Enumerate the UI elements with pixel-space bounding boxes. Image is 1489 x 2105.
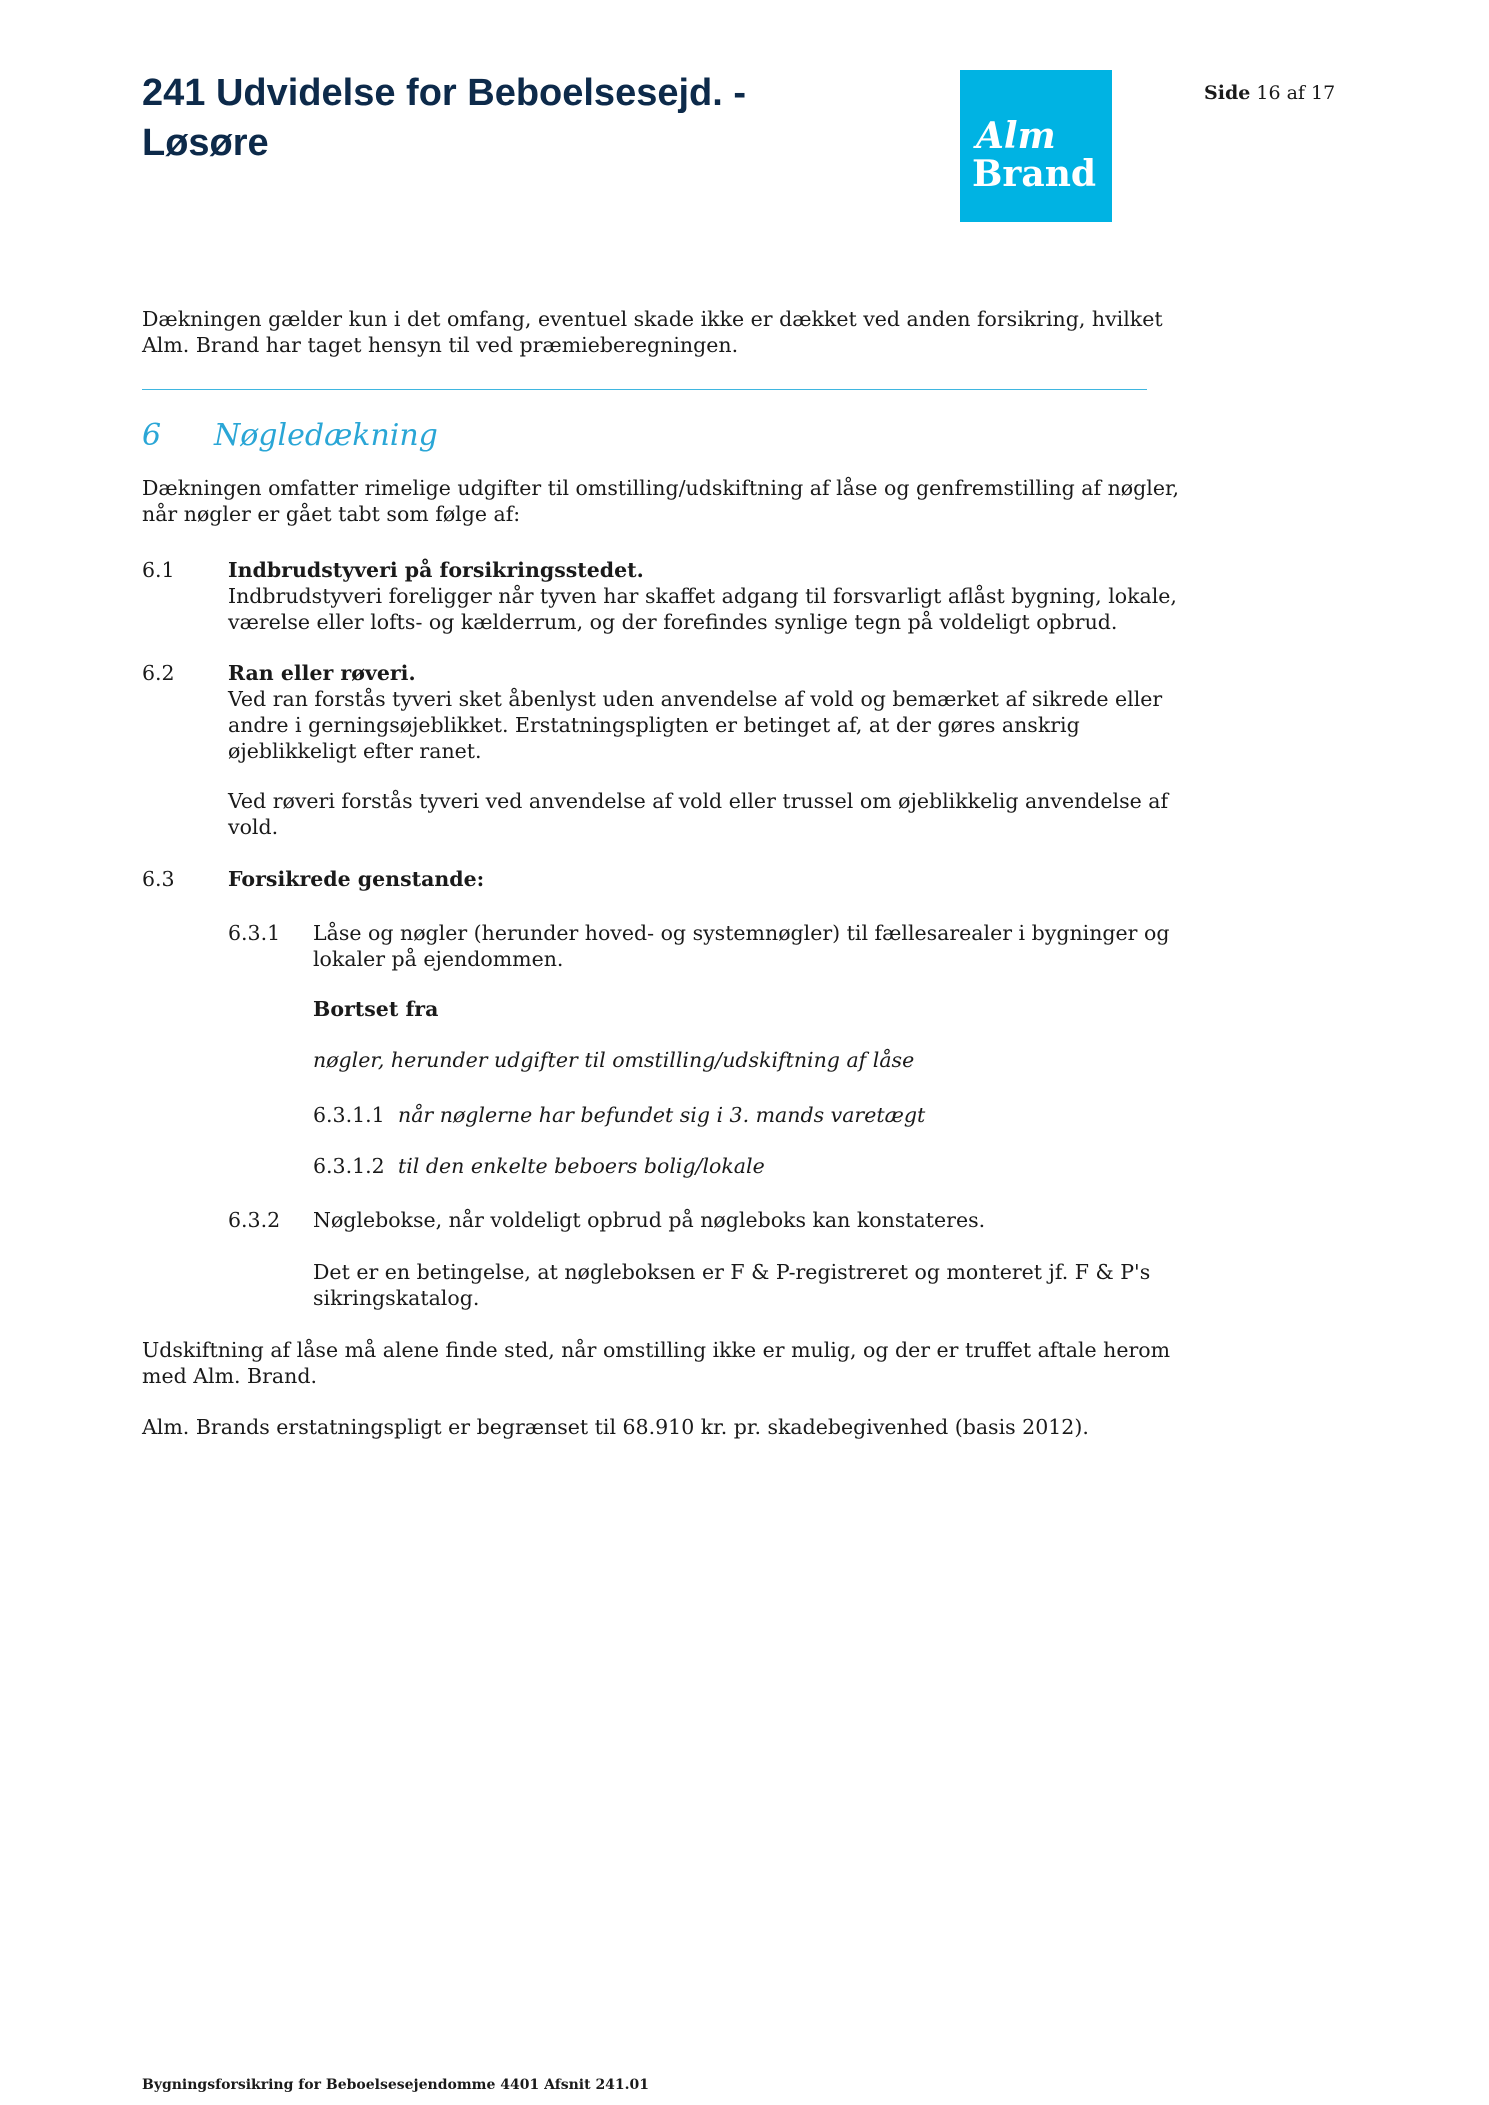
item-6-1-line-2: værelse eller lofts- og kælderrum, og der forefindes synlige tegn på voldeligt opbrud. xyxy=(228,610,1118,634)
item-6-3-1 xyxy=(313,920,1169,972)
alm-brand-logo xyxy=(960,70,1112,222)
item-6-3-1-line-2: lokaler på ejendommen. xyxy=(313,947,564,971)
logo-line-1: Alm xyxy=(976,115,1056,157)
item-6-2 xyxy=(228,660,1162,764)
section-title: Nøgledækning xyxy=(214,418,438,453)
title-line-2: Løsøre xyxy=(142,122,269,164)
section-divider xyxy=(142,389,1147,390)
exclusion-text-1: når nøglerne har befundet sig i 3. mands varetægt xyxy=(398,1103,926,1127)
item-number-6-2: 6.2 xyxy=(142,661,175,685)
closing-paragraph-2: Alm. Brands erstatningspligt er begrænset til 68.910 kr. pr. skadebegivenhed (basis 2012). xyxy=(142,1415,1089,1439)
exclusion-number-2: 6.3.1.2 xyxy=(313,1154,385,1178)
item-6-1 xyxy=(228,557,1177,635)
item-6-3-2-paragraph-2 xyxy=(313,1259,1150,1311)
item-number-6-3: 6.3 xyxy=(142,867,175,891)
section-lead xyxy=(142,475,1179,527)
page-number xyxy=(1204,82,1335,104)
item-6-3-1-line-1: Låse og nøgler (herunder hoved- og systemnøgler) til fællesarealer i bygninger og xyxy=(313,921,1170,945)
item-6-2-p1-line-3: øjeblikkeligt efter ranet. xyxy=(228,739,482,763)
item-6-2-p2-line-2: vold. xyxy=(228,815,279,839)
item-6-2-p1-line-1: Ved ran forstås tyveri sket åbenlyst uden anvendelse af vold og bemærket af sikrede eller xyxy=(228,687,1163,711)
document-title xyxy=(142,68,842,168)
exclusion-text: nøgler, herunder udgifter til omstilling/udskiftning af låse xyxy=(313,1048,915,1072)
intro-line-1: Dækningen gælder kun i det omfang, eventuel skade ikke er dækket ved anden forsikring, hvilket xyxy=(142,307,1163,331)
closing-p1-line-2: med Alm. Brand. xyxy=(142,1364,317,1388)
exclusion-heading: Bortset fra xyxy=(313,997,439,1021)
item-6-3-2-p2-line-1: Det er en betingelse, at nøgleboksen er F & P-registreret og monteret jf. F & P's xyxy=(313,1260,1151,1284)
intro-line-2: Alm. Brand har taget hensyn til ved præmieberegningen. xyxy=(142,333,739,357)
section-number: 6 xyxy=(142,418,162,453)
item-6-3-heading: Forsikrede genstande: xyxy=(228,867,485,891)
item-number-6-1: 6.1 xyxy=(142,558,175,582)
exclusion-text-2: til den enkelte beboers bolig/lokale xyxy=(398,1154,765,1178)
title-line-1: 241 Udvidelse for Beboelsesejd. - xyxy=(142,72,747,114)
item-6-2-p2-line-1: Ved røveri forstås tyveri ved anvendelse af vold eller trussel om øjeblikkelig anvendelse af xyxy=(228,789,1169,813)
item-6-2-p1-line-2: andre i gerningsøjeblikket. Erstatningspligten er betinget af, at der gøres anskrig xyxy=(228,713,1080,737)
page-text: 16 af 17 xyxy=(1256,82,1336,104)
page-label: Side xyxy=(1204,82,1251,104)
exclusion-number-1: 6.3.1.1 xyxy=(313,1103,385,1127)
item-number-6-3-2: 6.3.2 xyxy=(228,1208,281,1232)
item-6-3-2-line-1: Nøglebokse, når voldeligt opbrud på nøgleboks kan konstateres. xyxy=(313,1208,986,1232)
lead-line-1: Dækningen omfatter rimelige udgifter til omstilling/udskiftning af låse og genfremstilling af nøgler, xyxy=(142,476,1180,500)
item-6-2-paragraph-2 xyxy=(228,788,1168,840)
lead-line-2: når nøgler er gået tabt som følge af: xyxy=(142,502,521,526)
section-heading xyxy=(142,416,438,456)
logo-line-2: Brand xyxy=(972,153,1097,195)
item-6-2-heading: Ran eller røveri. xyxy=(228,661,416,685)
closing-paragraph-1 xyxy=(142,1337,1170,1389)
item-number-6-3-1: 6.3.1 xyxy=(228,921,281,945)
page-footer: Bygningsforsikring for Beboelsesejendomme 4401 Afsnit 241.01 xyxy=(142,2077,650,2093)
intro-paragraph xyxy=(142,306,1163,358)
item-6-1-line-1: Indbrudstyveri foreligger når tyven har skaffet adgang til forsvarligt aflåst bygning, lokale, xyxy=(228,584,1177,608)
closing-p1-line-1: Udskiftning af låse må alene finde sted, når omstilling ikke er mulig, og der er truffet aftale herom xyxy=(142,1338,1171,1362)
item-6-3-2-p2-line-2: sikringskatalog. xyxy=(313,1286,480,1310)
item-6-1-heading: Indbrudstyveri på forsikringsstedet. xyxy=(228,558,644,582)
